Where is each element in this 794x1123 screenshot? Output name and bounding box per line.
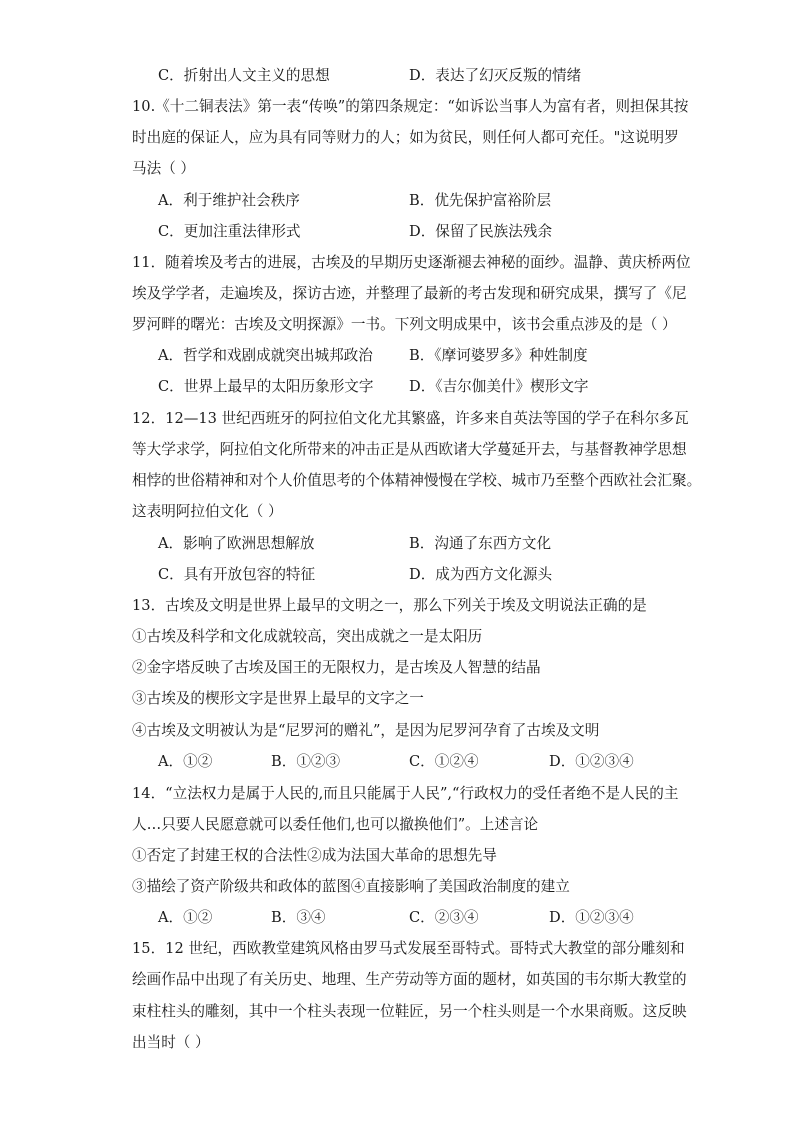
- q13-statement-4: ④古埃及文明被认为是“尼罗河的赠礼”，是因为尼罗河孕育了古埃及文明: [132, 722, 600, 739]
- q10-stem-line-2: 时出庭的保证人，应为具有同等财力的人；如为贫民，则任何人都可充任。"这说明罗: [132, 129, 679, 146]
- q14-option-b: B．③④: [271, 909, 326, 926]
- q14-option-d: D．①②③④: [549, 909, 634, 926]
- q15-stem-line-2: 绘画作品中出现了有关历史、地理、生产劳动等方面的题材，如英国的韦尔斯大教堂的: [132, 971, 687, 988]
- q13-stem: 13．古埃及文明是世界上最早的文明之一，那么下列关于埃及文明说法正确的是: [132, 597, 647, 614]
- q11-option-d: D．《吉尔伽美什》楔形文字: [409, 378, 589, 395]
- q13-statement-1: ①古埃及科学和文化成就较高，突出成就之一是太阳历: [132, 628, 483, 645]
- q10-stem-line-3: 马法（ ）: [132, 160, 196, 177]
- q15-stem-line-3: 束柱柱头的雕刻，其中一个柱头表现一位鞋匠，另一个柱头则是一个水果商贩。这反映: [132, 1003, 687, 1020]
- q10-option-b: B．优先保护富裕阶层: [409, 192, 552, 209]
- q12-stem-line-4: 这表明阿拉伯文化（ ）: [132, 503, 283, 520]
- q11-stem-line-1: 11．随着埃及考古的进展，古埃及的早期历史逐渐褪去神秘的面纱。温静、黄庆桥两位: [132, 254, 691, 271]
- q12-option-b: B．沟通了东西方文化: [409, 535, 552, 552]
- q14-stem-line-1: 14．“立法权力是属于人民的,而且只能属于人民”,“行政权力的受任者绝不是人民的主: [132, 785, 679, 802]
- q12-option-d: D．成为西方文化源头: [409, 566, 553, 583]
- q11-option-b: B．《摩诃婆罗多》种姓制度: [409, 347, 588, 364]
- q11-option-a: A．哲学和戏剧成就突出城邦政治: [158, 347, 373, 364]
- q13-statement-2: ②金字塔反映了古埃及国王的无限权力，是古埃及人智慧的结晶: [132, 659, 541, 676]
- q13-option-c: C．①②④: [409, 753, 479, 770]
- q15-stem-line-4: 出当时（ ）: [132, 1034, 210, 1051]
- q14-statements-3-4: ③描绘了资产阶级共和政体的蓝图④直接影响了美国政治制度的建立: [132, 878, 570, 895]
- q12-stem-line-3: 相悖的世俗精神和对个人价值思考的个体精神慢慢在学校、城市乃至整个西欧社会汇聚。: [132, 472, 702, 489]
- q12-stem-line-1: 12．12—13 世纪西班牙的阿拉伯文化尤其繁盛，许多来自英法等国的学子在科尔多瓦: [132, 410, 689, 427]
- q10-option-c: C．更加注重法律形式: [158, 223, 301, 240]
- q14-option-c: C．②③④: [409, 909, 479, 926]
- q10-option-a: A．利于维护社会秩序: [158, 192, 300, 209]
- q10-stem-line-1: 10.《十二铜表法》第一表“传唤”的第四条规定：“如诉讼当事人为富有者，则担保其按: [132, 98, 689, 115]
- q11-stem-line-2: 埃及学学者，走遍埃及，探访古迹，并整理了最新的考古发现和研究成果，撰写了《尼: [132, 285, 687, 302]
- q14-stem-line-2: 人…只要人民愿意就可以委任他们,也可以撤换他们”。上述言论: [132, 816, 539, 833]
- q13-option-a: A．①②: [158, 753, 213, 770]
- q12-option-c: C．具有开放包容的特征: [158, 566, 316, 583]
- q9-option-d: D．表达了幻灭反叛的情绪: [409, 67, 582, 84]
- q13-statement-3: ③古埃及的楔形文字是世界上最早的文字之一: [132, 690, 424, 707]
- q9-option-c: C．折射出人文主义的思想: [158, 67, 330, 84]
- q12-stem-line-2: 等大学求学，阿拉伯文化所带来的冲击正是从西欧诸大学蔓延开去，与基督教神学思想: [132, 441, 687, 458]
- q12-option-a: A．影响了欧洲思想解放: [158, 535, 315, 552]
- q11-stem-line-3: 罗河畔的曙光：古埃及文明探源》一书。下列文明成果中，该书会重点涉及的是（ ）: [132, 316, 677, 333]
- q13-option-b: B．①②③: [271, 753, 341, 770]
- q10-option-d: D．保留了民族法残余: [409, 223, 553, 240]
- q14-statements-1-2: ①否定了封建王权的合法性②成为法国大革命的思想先导: [132, 847, 497, 864]
- q13-option-d: D．①②③④: [549, 753, 634, 770]
- q11-option-c: C．世界上最早的太阳历象形文字: [158, 378, 374, 395]
- q15-stem-line-1: 15．12 世纪，西欧教堂建筑风格由罗马式发展至哥特式。哥特式大教堂的部分雕刻和: [132, 940, 685, 957]
- q14-option-a: A．①②: [158, 909, 213, 926]
